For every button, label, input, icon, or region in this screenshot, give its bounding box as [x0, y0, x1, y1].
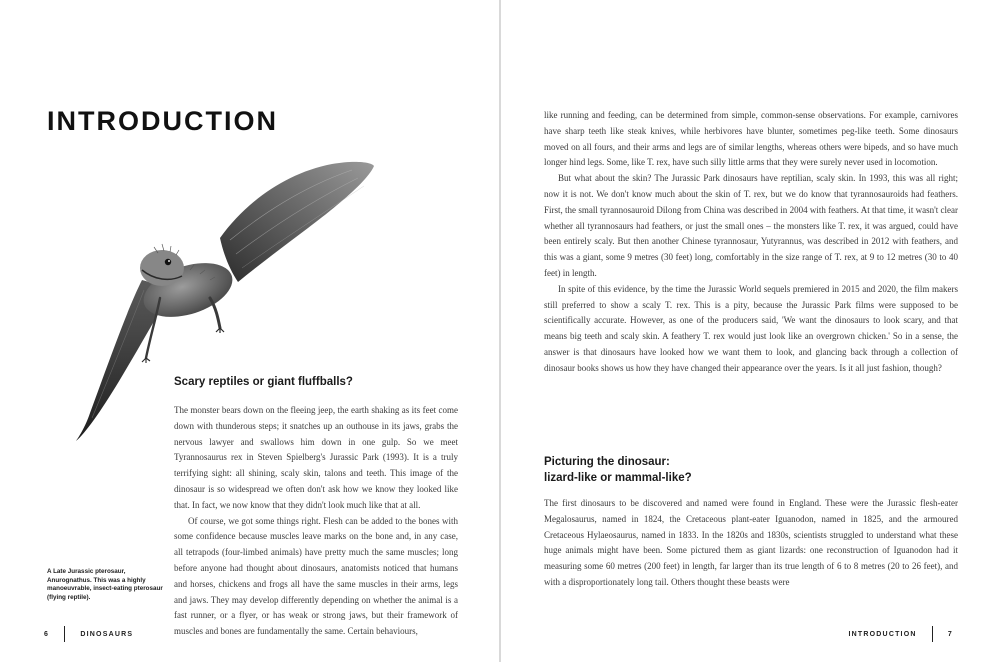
folio-right	[849, 626, 953, 646]
page-number: 6	[44, 630, 50, 638]
left-page	[0, 0, 499, 662]
paragraph: Of course, we got some things right. Flesh can be added to the bones with some confidence because muscles leave marks on the bone and, in any case, all tetrapods (four-limbed animals) have pretty much the same muscles; long before anyone had thought about dinosaurs, anatomists noticed that humans and horses, chickens and frogs all have the same muscles in their arms, legs and jaws. They may develop differently depending on whether the animal is a fast runner, or a flyer, or has weak or strong jaws, but their framework of muscles and bones are fundamentally the same. Certain behaviours,	[174, 515, 458, 637]
paragraph: like running and feeding, can be determined from simple, common-sense observations. For example, carnivores have sharp teeth like steak knives, while herbivores have blunter, sometimes peg-like teeth. Some dinosaurs moved on all fours, and their arms and legs are of similar lengths, whereas others were bipeds, and so have much longer hind legs. Some, like T. rex, have such silly little arms that they were surely never used in locomotion.	[544, 110, 958, 168]
subhead-line: lizard-like or mammal-like?	[544, 472, 692, 484]
folio-left	[44, 626, 133, 646]
body-text-right-bottom	[544, 496, 958, 591]
paragraph: The first dinosaurs to be discovered and named were found in England. These were the Jurassic flesh-eater Megalosaurus, named in 1824, the Cretaceous plant-eater Iguanodon, named in 1825, and the armoured Cretaceous Hylaeosaurus, named in 1833. In the 1820s and 1830s, scientists struggled to understand what these huge animals might have been. Some pictured them as giant lizards: one reconstruction of Iguanodon had it measuring some 60 metres (200 feet) in length, far larger than its true length of 6 to 8 metres (20 to 26 feet), and with a disproportionately long tail. Others thought these beasts were	[544, 498, 958, 587]
paragraph: In spite of this evidence, by the time the Jurassic World sequels premiered in 2015 and 2020, the film makers still preferred to show a scaly T. rex. This is a pity, because the Jurassic Park films were supposed to be scientifically accurate. However, as one of the producers said, 'We want the dinosaurs to look scary, and that means big teeth and scaly skin. A feathery T. rex would just look like an overgrown chicken.' So in a sense, the answer is that dinosaurs have looked how we want them to look, and glancing back through a collection of dinosaur books shows us how they have changed their appearance over the years. Is it all just fashion, though?	[544, 283, 958, 373]
body-text-right-top	[544, 108, 958, 377]
section-subhead: Scary reptiles or giant fluffballs?	[174, 376, 353, 388]
folio-divider	[932, 626, 933, 642]
page-number: 7	[947, 630, 953, 638]
running-head: INTRODUCTION	[848, 630, 917, 638]
illustration-caption: A Late Jurassic pterosaur, Anurognathus. This was a highly manoeuvrable, insect-eating pterosaur (flying reptile).	[47, 568, 163, 601]
right-page	[501, 0, 1001, 662]
folio-divider	[64, 626, 65, 642]
body-text-left	[174, 403, 458, 640]
chapter-heading: INTRODUCTION	[47, 106, 278, 136]
subhead-line: Picturing the dinosaur:	[544, 456, 670, 468]
running-head: DINOSAURS	[80, 630, 134, 638]
paragraph: The monster bears down on the fleeing jeep, the earth shaking as its feet come down with thunderous steps; it snatches up an outhouse in its jaws, grabs the nervous lawyer and swallows him down in one gulp. So we meet Tyrannosaurus rex in Steven Spielberg's Jurassic Park (1993). It is a truly terrifying sight: all shining, scaly skin, talons and teeth. This image of the dinosaur is so widespread we often don't ask how we know they looked like that. In fact, we now know that they didn't look much like that at all.	[174, 405, 458, 510]
paragraph: But what about the skin? The Jurassic Park dinosaurs have reptilian, scaly skin. In 1993, this was all right; now it is not. We don't know much about the skin of T. rex, but we do know that tyrannosauroids had feathers. First, the small tyrannosauroid Dilong from China was described in 2004 with feathers. At that time, it wasn't clear whether all tyrannosaurs had feathers, or just the small ones – the monsters like T. rex, it was argued, could have been entirely scaly. But then another Chinese tyrannosaur, Yutyrannus, was described in 2012 with feathers, and this was a giant, some 9 metres (30 feet) long, comfortably in the size range of T. rex, at 9 to 12 metres (30 to 40 feet) in length.	[544, 173, 958, 278]
section-subhead	[544, 454, 964, 486]
